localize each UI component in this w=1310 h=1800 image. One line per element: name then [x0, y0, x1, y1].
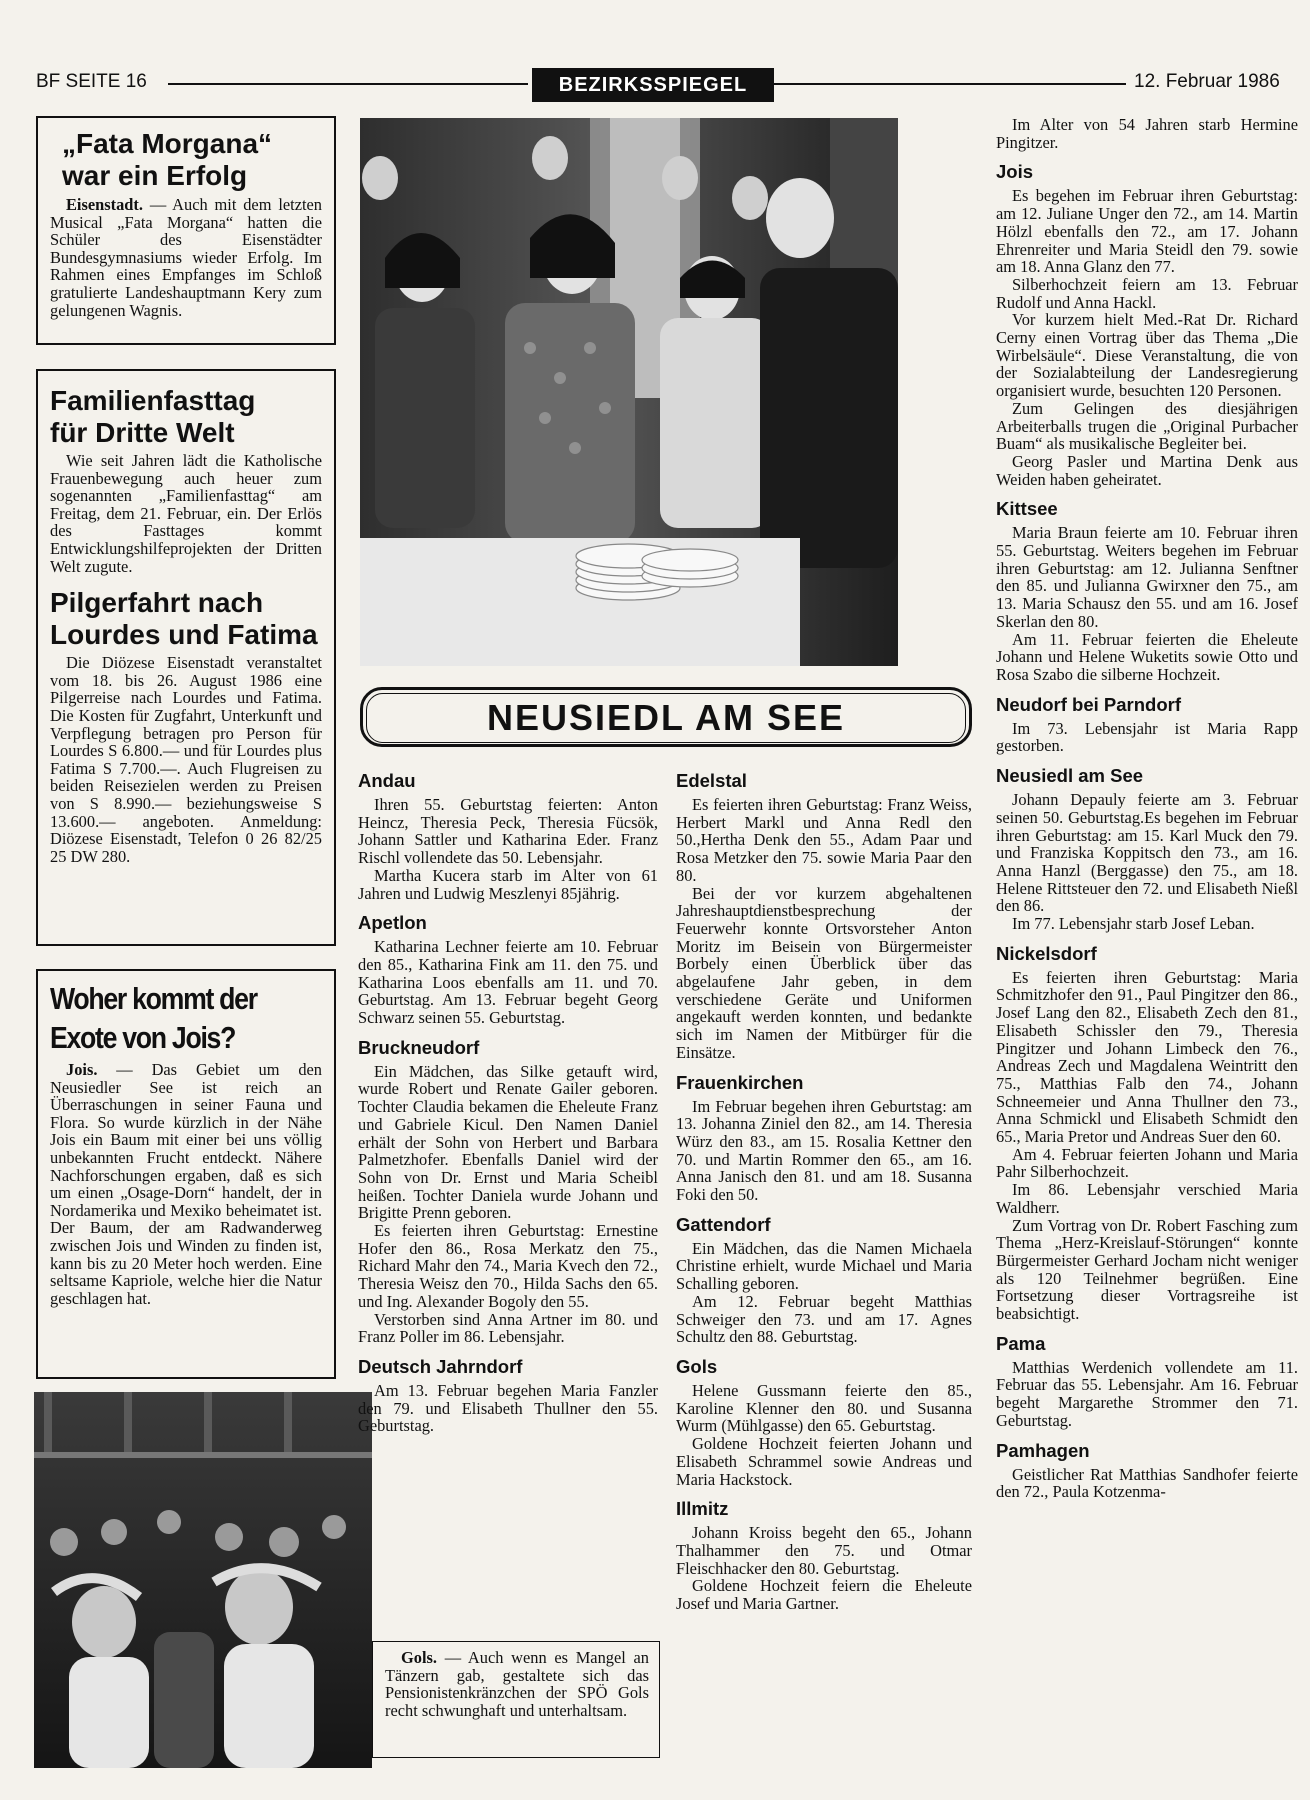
news-paragraph: Katharina Lechner feierte am 10. Februar den 85., Katharina Fink am 11. den 75. und Katharina Loos ebenfalls am 11. und 70. Geburtstag. Am 13. Februar begeht Georg Schwarz seinen 55. Geburtstag.: [358, 937, 658, 1028]
header-rule-left: [168, 83, 528, 85]
place-heading: Kittsee: [996, 498, 1058, 520]
column-local-news-3: [996, 116, 1298, 1501]
column-local-news-1: [358, 770, 658, 1435]
headline-line: Pilgerfahrt nach: [50, 587, 264, 619]
news-paragraph: Martha Kucera starb im Alter von 61 Jahren und Ludwig Meszlenyi 85jährig.: [358, 865, 658, 903]
news-paragraph: Johann Kroiss begeht den 65., Johann Thalhammer den 75. und Otmar Fleischhacker den 80. Geburtstag.: [676, 1523, 972, 1578]
photo-dance: [34, 1392, 372, 1768]
headline-line: war ein Erfolg: [62, 160, 248, 191]
page-number: BF SEITE 16: [36, 71, 147, 92]
news-paragraph: Es feierten ihren Geburtstag: Maria Schmitzhofer den 91., Paul Pingitzer den 86., Josef Lang den 82., Elisabeth Zech den 81., Elisabeth Schissler den 79., Theresia Pingitzer und Johann Limbeck den 76., Andreas Zech und Magdalena Weintritt den 75., Matthias Falb den 74., Johann Schneemeier und Anna Thullner den 73., Anna Schmickl und Elisabeth Schmidt den 65., Maria Pretor und Andreas Suer den 60.: [996, 967, 1298, 1147]
place-heading: Andau: [358, 770, 416, 791]
news-paragraph: Es feierten ihren Geburtstag: Franz Weiss, Herbert Markl und Anna Redl den 50.,Hertha Denk den 55., Adam Paar und Rosa Metzker den 75. sowie Maria Paar den 80.: [676, 795, 972, 885]
photo-reception: [360, 118, 898, 666]
news-paragraph: Ihren 55. Geburtstag feierten: Anton Heincz, Theresia Peck, Theresia Fücsök, Johann Sattler und Katharina Eder. Franz Rischl vollendete das 50. Lebensjahr.: [358, 795, 658, 868]
article-box-familien-pilger: [36, 369, 336, 946]
article-body: [50, 452, 322, 575]
header-rule-right: [772, 83, 1126, 85]
reception-photo-image: [360, 118, 898, 666]
news-paragraph: Silberhochzeit feiern am 13. Februar Rudolf und Anna Hackl.: [996, 274, 1298, 312]
body-text: — Auch wenn es Mangel an Tänzern gab, gestaltete sich das Pensionistenkränzchen der SPÖ Gols recht schwunghaft und unterhaltsam.: [385, 1648, 649, 1720]
news-paragraph: Ein Mädchen, das die Namen Michaela Christine erhielt, wurde Michael und Maria Schalling geboren.: [676, 1238, 972, 1294]
column-local-news-2: [676, 770, 972, 1613]
dateline: Gols.: [401, 1648, 437, 1667]
article-fata-morgana: [36, 116, 336, 345]
headline-line: Familienfasttag: [50, 385, 256, 416]
article-exote-von-jois: [36, 969, 336, 1379]
banner-title: NEUSIEDL AM SEE: [366, 693, 966, 743]
news-paragraph: Vor kurzem hielt Med.-Rat Dr. Richard Cerny einen Vortrag über das Thema „Die Wirbelsäule“. Diese Veranstaltung, die von der Sozialabteilung der Landesregierung organisiert wurde, besuchten 120 Personen.: [996, 310, 1298, 401]
place-heading: Nickelsdorf: [996, 942, 1097, 964]
body-text: Wie seit Jahren lädt die Katholische Frauenbewegung auch heuer zum sogenannten „Familienfasttag“ am Freitag, dem 21. Februar, ein. Der Erlös des Fasttages kommt Entwicklungshilfeprojekten der Dritten Welt zugute.: [50, 451, 322, 576]
caption-text: [385, 1649, 649, 1719]
place-heading: Jois: [996, 161, 1034, 183]
news-paragraph: Zum Gelingen des diesjährigen Arbeiterballs trugen die „Original Purbacher Buam“ als musikalische Begleiter bei.: [996, 398, 1298, 454]
news-paragraph: Im 86. Lebensjahr verschied Maria Waldherr.: [996, 1180, 1298, 1217]
body-text: Die Diözese Eisenstadt veranstaltet vom 18. bis 26. August 1986 eine Pilgerreise nach Lourdes und Fatima. Die Kosten für Zugfahrt, Unterkunft und Verpflegung betragen pro Person für Lourdes S 6.800.— und für Lourdes plus Fatima S 7.700.—. Auch Flugreisen zu beiden Reisezielen werden zu Preisen von S 8.990.— beziehungsweise S 13.600.— angeboten. Anmeldung: Diözese Eisenstadt, Telefon 0 26 82/25 25 DW 280.: [50, 653, 322, 866]
news-paragraph: Im 73. Lebensjahr ist Maria Rapp gestorben.: [996, 718, 1298, 756]
place-heading: Gols: [676, 1355, 718, 1377]
section-badge: BEZIRKSSPIEGEL: [532, 68, 774, 102]
news-paragraph: Es feierten ihren Geburtstag: Ernestine Hofer den 86., Rosa Merkatz den 75., Richard Mahr den 74., Maria Kvech den 72., Theresia Weisz den 70., Hilda Sachs den 65. und Ing. Alexander Bogoly den 55.: [358, 1221, 658, 1311]
place-heading: Deutsch Jahrndorf: [358, 1355, 523, 1377]
body-text: — Das Gebiet um den Neusiedler See ist reich an Überraschungen in seiner Fauna und Flora. So wurde kürzlich in der Nähe Jois ein Baum mit einer bei uns völlig unbekannten Frucht entdeckt. Nähere Nachforschungen ergaben, daß es sich um einen „Osage-Dorn“ handelt, der in Nordamerika und Mexiko beheimatet ist. Der Baum, der am Radwanderweg zwischen Jois und Winden zu finden ist, kann bis zu 20 Meter hoch werden. Eine seltsame Kapriole, welche hier die Natur geschlagen hat.: [50, 1060, 322, 1308]
news-paragraph: Im Februar begehen ihren Geburtstag: am 13. Johanna Ziniel den 82., am 14. Theresia Würz den 83., am 15. Rosalia Kettner den 70. und Martin Rommer den 65., am 16. Anna Janisch den 81. und am 18. Susanna Foki den 50.: [676, 1096, 972, 1205]
place-heading: Bruckneudorf: [358, 1036, 480, 1058]
news-paragraph: Johann Depauly feierte am 3. Februar seinen 50. Geburtstag.Es begehen im Februar ihren Geburtstag: am 15. Karl Muck den 79. und Franziska Koppitsch den 73., am 16. Anna Hanzl (Berggasse) den 75., am 18. Helene Rittsteuer den 72. und Elisabeth Nießl den 86.: [996, 790, 1298, 916]
headline-line: Lourdes und Fatima: [50, 619, 318, 651]
dance-photo-image: [34, 1392, 372, 1768]
news-paragraph: Georg Pasler und Martina Denk aus Weiden haben geheiratet.: [996, 451, 1298, 489]
news-paragraph: Es begehen im Februar ihren Geburtstag: am 12. Juliane Unger den 72., am 14. Martin Hölzl ebenfalls den 72., am 17. Johann Ehrenreiter und Maria Steidl den 79. sowie am 18. Anna Glanz den 77.: [996, 186, 1298, 277]
dateline: Eisenstadt.: [66, 195, 143, 214]
headline-line: Exote von Jois?: [50, 1020, 236, 1055]
body-text: — Auch mit dem letzten Musical „Fata Morgana“ hatten die Schüler des Eisenstädter Bundesgymnasiums wieder Erfolg. Im Rahmen eines Empfanges im Schloß gratulierte Landeshauptmann Kery zum gelungenen Wagnis.: [50, 195, 322, 320]
place-heading: Pamhagen: [996, 1439, 1090, 1461]
article-body: [50, 1061, 322, 1307]
news-paragraph: Zum Vortrag von Dr. Robert Fasching zum Thema „Herz-Kreislauf-Störungen“ konnte Bürgermeister Gerhard Jocham nicht weniger als 120 Teilnehmer begrüßen. Eine Fortsetzung dieser Vortragsreihe ist beabsichtigt.: [996, 1215, 1298, 1324]
news-paragraph: Bei der vor kurzem abgehaltenen Jahreshauptdienstbesprechung der Feuerwehr konnte Ortsvorsteher Anton Moritz im Beisein von Bürgermeister Borbely einen Überblick über das abgelaufene Jahr geben, in dem verschiedene Geräte und Uniformen angekauft werden konnten, und bedankte sich im Namen der Mitbürger für die Einsätze.: [676, 883, 972, 1062]
place-heading: Neudorf bei Parndorf: [996, 693, 1182, 715]
section-banner: [360, 687, 972, 747]
news-paragraph: Matthias Werdenich vollendete am 11. Februar das 55. Lebensjahr. Am 16. Februar begeht Margarethe Strommer den 71. Geburtstag.: [996, 1357, 1298, 1430]
dateline: Jois.: [66, 1060, 98, 1079]
news-paragraph: Verstorben sind Anna Artner im 80. und Franz Poller im 86. Lebensjahr.: [358, 1309, 658, 1347]
news-paragraph: Maria Braun feierte am 10. Februar ihren 55. Geburtstag. Weiters begehen im Februar ihren Geburtstag: am 12. Julianna Senftner den 85. und Julianna Gwirxner den 75., am 13. Maria Schausz den 55. und am 16. Josef Skerlan den 80.: [996, 523, 1298, 631]
headline-line: „Fata Morgana“: [62, 128, 273, 159]
place-heading: Pama: [996, 1332, 1046, 1354]
place-heading: Frauenkirchen: [676, 1071, 804, 1093]
news-paragraph: Helene Gussmann feierte den 85., Karoline Klenner den 80. und Susanna Wurm (Mühlgasse) den 65. Geburtstag.: [676, 1380, 972, 1436]
news-paragraph: Goldene Hochzeit feierten Johann und Elisabeth Schrammel sowie Andreas und Maria Hackstock.: [676, 1434, 972, 1489]
intro-text: Im Alter von 54 Jahren starb Hermine Pingitzer.: [996, 115, 1298, 152]
issue-date: 12. Februar 1986: [1134, 71, 1280, 92]
news-paragraph: Im 77. Lebensjahr starb Josef Leban.: [1012, 914, 1255, 934]
place-heading: Apetlon: [358, 912, 427, 934]
news-paragraph: Am 4. Februar feierten Johann und Maria Pahr Silberhochzeit.: [996, 1144, 1298, 1182]
headline-line: für Dritte Welt: [50, 417, 235, 448]
place-heading: Illmitz: [676, 1498, 729, 1520]
article-body: [50, 196, 322, 319]
place-heading: Neusiedl am See: [996, 765, 1144, 787]
news-paragraph: Am 12. Februar begeht Matthias Schweiger den 73. und am 17. Agnes Schultz den 88. Geburtstag.: [676, 1291, 972, 1347]
news-paragraph: Goldene Hochzeit feiern die Eheleute Josef und Maria Gartner.: [676, 1576, 972, 1614]
news-paragraph: Am 13. Februar begehen Maria Fanzler den 79. und Elisabeth Thullner den 55. Geburtstag.: [358, 1380, 658, 1436]
news-paragraph: Ein Mädchen, das Silke getauft wird, wurde Robert und Renate Gailer geboren. Tochter Claudia bekamen die Eheleute Franz und Gabriele Kicul. Den Namen Daniel erhält der Sohn von Herbert und Barbara Palmetzhofer. Ebenfalls Daniel wird der Sohn von Dr. Ernst und Maria Scheibl heißen. Tochter Daniela wurde Johann und Brigitte Prenn geboren.: [358, 1061, 658, 1223]
place-heading: Edelstal: [676, 770, 747, 791]
news-paragraph: Geistlicher Rat Matthias Sandhofer feierte den 72., Paula Kotzenma-: [996, 1464, 1298, 1502]
article-body: [50, 654, 322, 865]
caption-gols: [372, 1641, 660, 1758]
place-heading: Gattendorf: [676, 1213, 771, 1235]
news-paragraph: Am 11. Februar feierten die Eheleute Johann und Helene Wuketits sowie Otto und Rosa Szabo die silberne Hochzeit.: [996, 629, 1298, 684]
headline-line: Woher kommt der: [50, 981, 257, 1016]
